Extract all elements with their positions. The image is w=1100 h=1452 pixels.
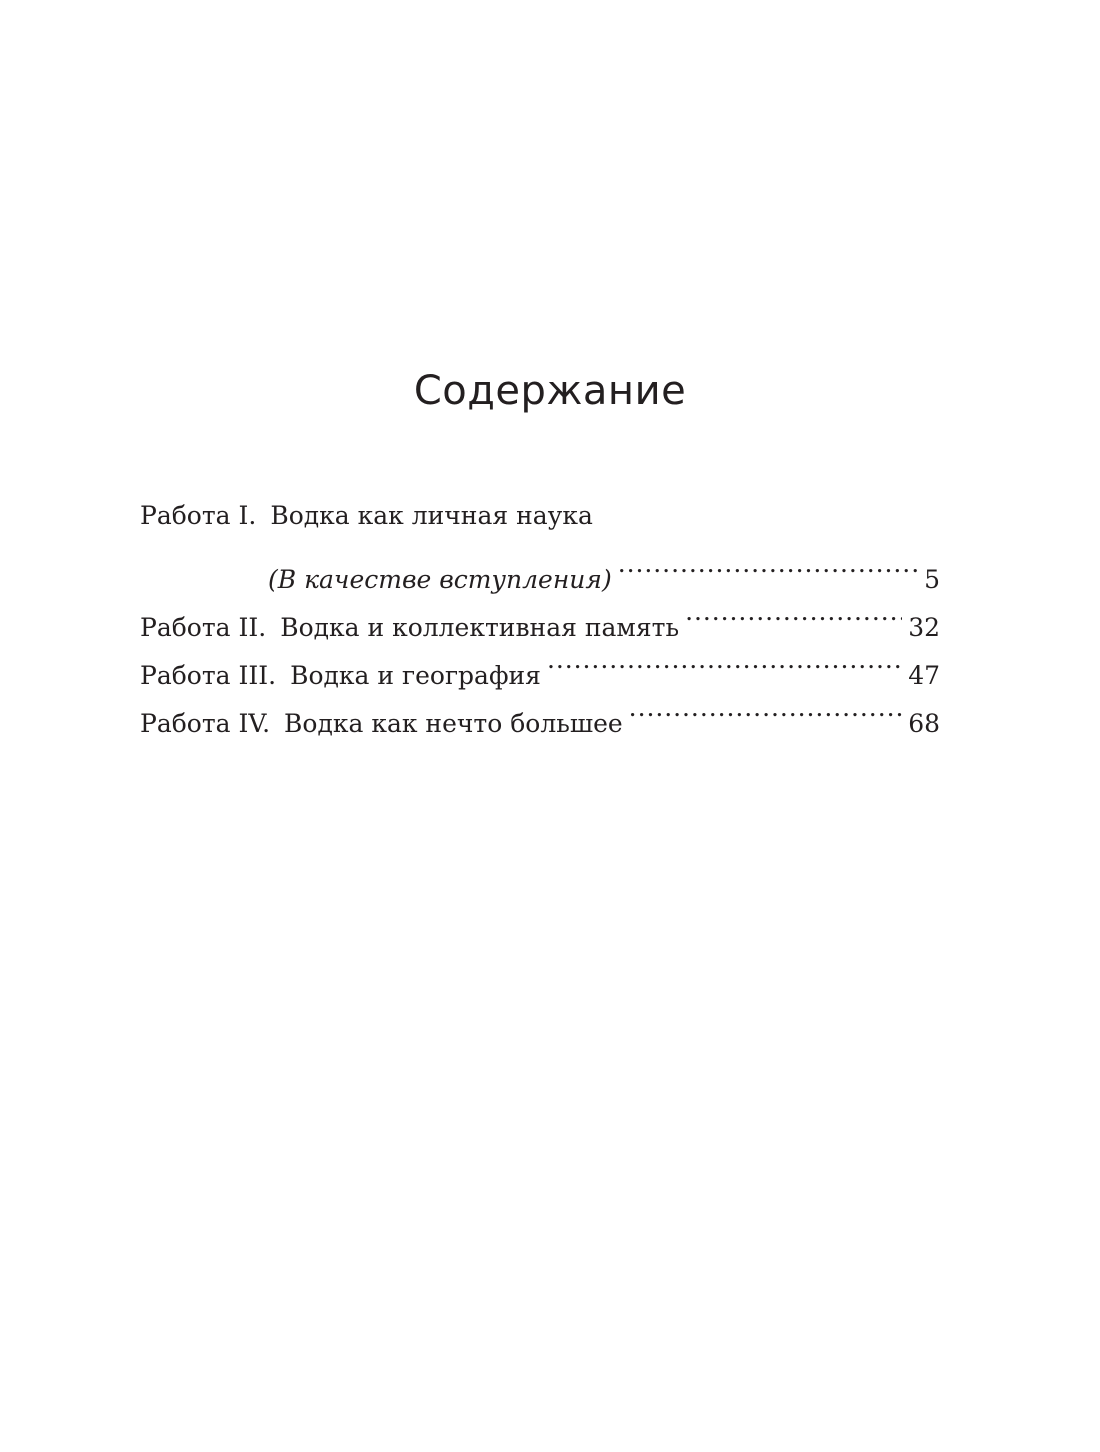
- toc-entry-page: 5: [924, 565, 940, 594]
- toc-entry-number: Работа II.: [140, 613, 267, 642]
- toc-entry-1-subtitle-line[interactable]: [140, 540, 940, 594]
- toc-entry-title: Водка и коллективная память: [280, 613, 680, 642]
- toc-entry-page: 32: [908, 613, 940, 642]
- dot-leader: [618, 540, 918, 588]
- toc-entry-page: 47: [908, 661, 940, 690]
- toc-entry-label: [140, 652, 541, 700]
- toc-entry-subtitle: (В качестве вступления): [268, 565, 612, 594]
- toc-entry-number: Работа I.: [140, 501, 257, 530]
- toc-entry-title: Водка и география: [290, 661, 541, 690]
- toc-entry-number: Работа III.: [140, 661, 277, 690]
- toc-entry-label: [140, 492, 593, 540]
- toc-entry-title: Водка как личная наука: [270, 501, 593, 530]
- toc-entry-number: Работа IV.: [140, 709, 271, 738]
- page-title: Содержание: [413, 368, 687, 414]
- toc-entry-page: 68: [908, 709, 940, 738]
- dot-leader: [547, 636, 902, 684]
- toc-entry-label: [140, 700, 623, 748]
- dot-leader: [685, 588, 902, 636]
- toc-entry-1[interactable]: [140, 492, 940, 540]
- dot-leader: [629, 684, 903, 732]
- table-of-contents: [140, 492, 940, 738]
- toc-entry-title: Водка как нечто большее: [284, 709, 623, 738]
